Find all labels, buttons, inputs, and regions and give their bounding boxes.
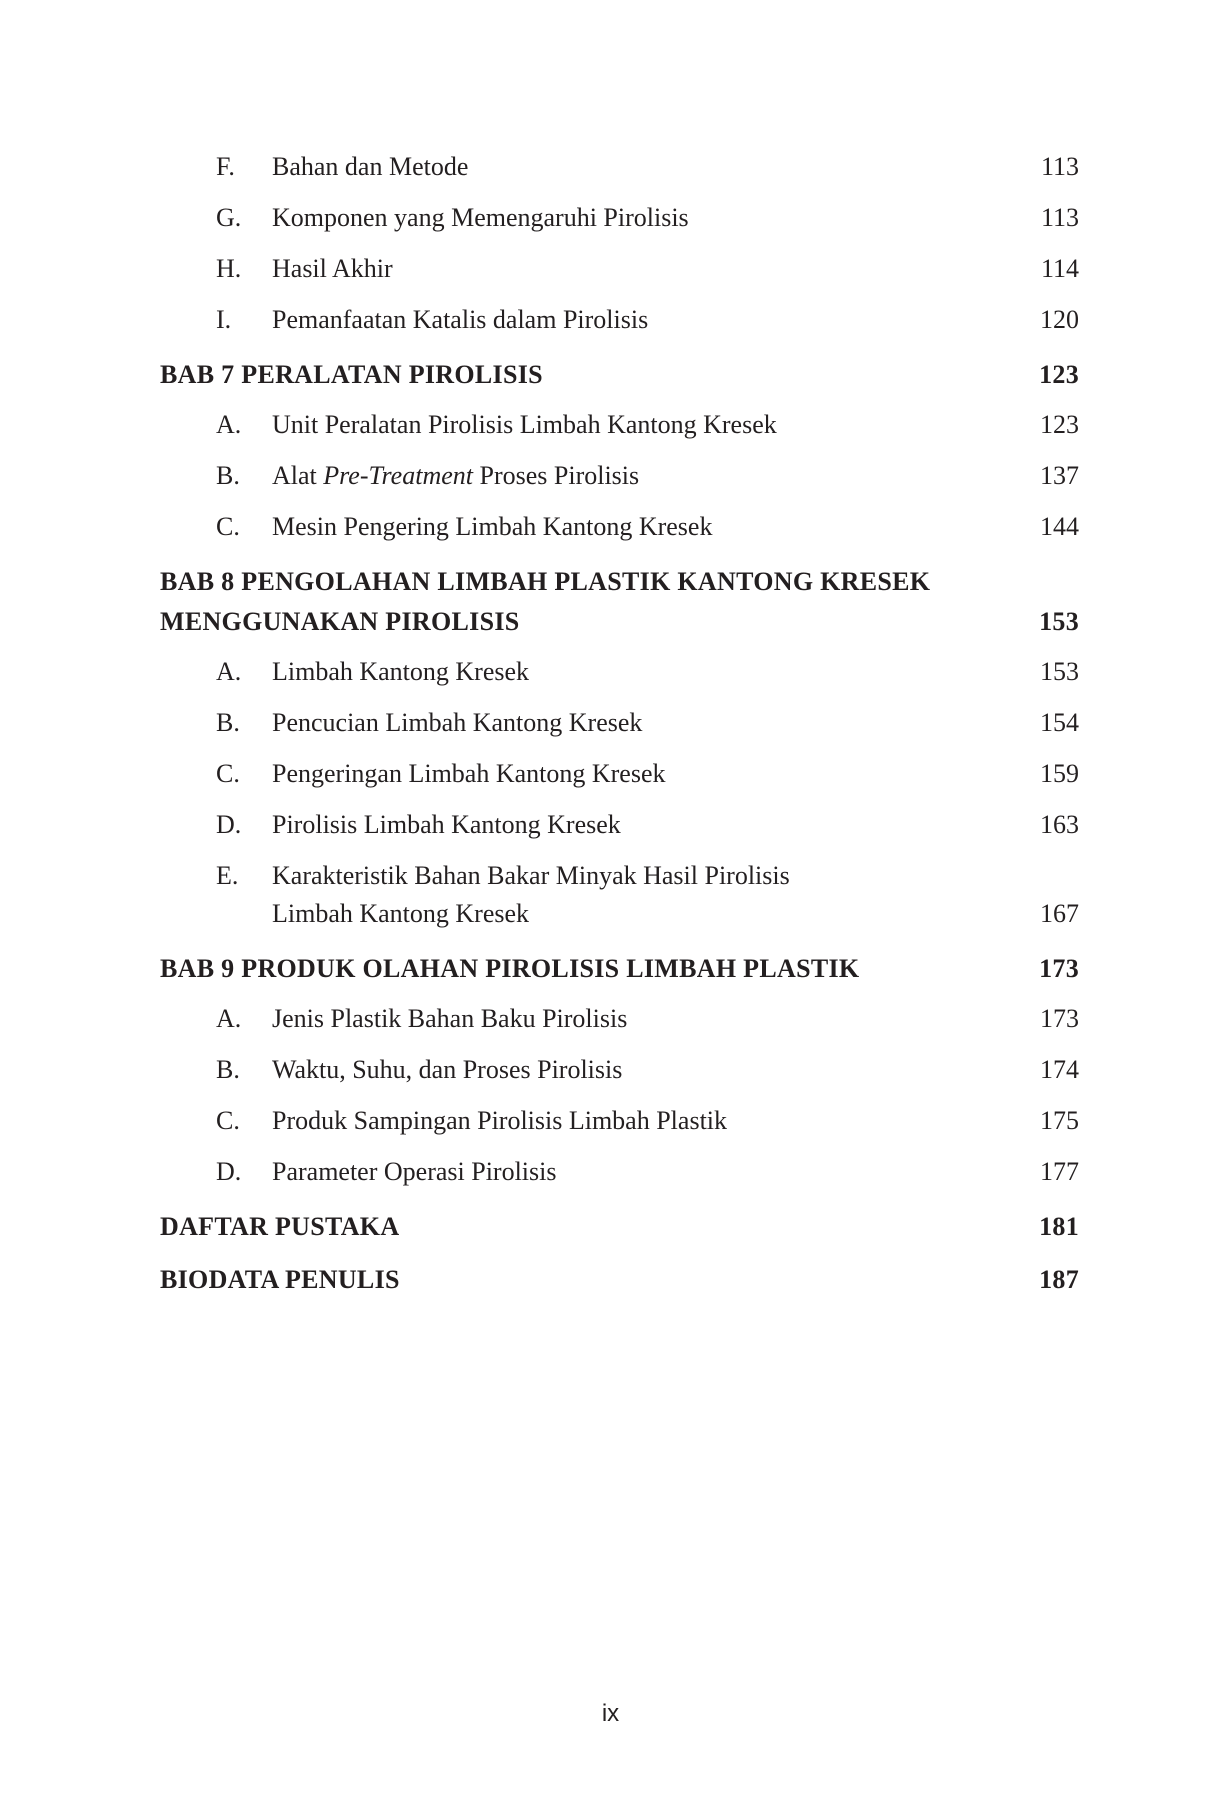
toc-entry-bab7-a <box>160 406 1079 444</box>
toc-chapter-page: 187 <box>1039 1265 1079 1294</box>
toc-entry-letter: I. <box>216 305 232 334</box>
toc-entry-page: 123 <box>1040 410 1079 439</box>
toc-entry-letter <box>160 857 272 895</box>
toc-entry-title: Pirolisis Limbah Kantong Kresek <box>272 810 621 839</box>
toc-entry-letter: D. <box>216 810 242 839</box>
toc-chapter-title-line2: MENGGUNAKAN PIROLISIS <box>160 607 520 636</box>
toc-entry-page: 144 <box>1040 512 1079 541</box>
toc-entry-i <box>160 301 1079 339</box>
toc-chapter-title: DAFTAR PUSTAKA <box>160 1212 400 1241</box>
toc-entry-bab9-c <box>160 1102 1079 1140</box>
toc-entry-page: 159 <box>1040 759 1079 788</box>
toc-entry-page: 177 <box>1040 1157 1079 1186</box>
toc-entry-title: Jenis Plastik Bahan Baku Pirolisis <box>272 1004 628 1033</box>
toc-chapter-page: 173 <box>1039 954 1079 983</box>
toc-entry-letter-text: E. <box>216 861 239 890</box>
toc-entry-title: Waktu, Suhu, dan Proses Pirolisis <box>272 1055 623 1084</box>
toc-chapter-bab7 <box>160 355 1079 395</box>
toc-entry-letter: H. <box>216 254 242 283</box>
toc-entry-h <box>160 250 1079 288</box>
toc-chapter-title: BAB 7 PERALATAN PIROLISIS <box>160 360 543 389</box>
toc-chapter-title <box>160 562 999 642</box>
toc-entry-bab8-b <box>160 704 1079 742</box>
toc-entry-bab7-b <box>160 457 1079 495</box>
toc-entry-letter: D. <box>216 1157 242 1186</box>
table-of-contents <box>160 148 1079 1300</box>
toc-chapter-title-line1: BAB 8 PENGOLAHAN LIMBAH PLASTIK KANTONG KRESEK <box>160 567 931 596</box>
toc-entry-title: Parameter Operasi Pirolisis <box>272 1157 557 1186</box>
toc-entry-letter: C. <box>216 759 240 788</box>
toc-chapter-title: BAB 9 PRODUK OLAHAN PIROLISIS LIMBAH PLASTIK <box>160 954 860 983</box>
toc-daftar-pustaka <box>160 1207 1079 1247</box>
toc-entry-title <box>272 457 999 495</box>
toc-entry-title: Unit Peralatan Pirolisis Limbah Kantong Kresek <box>272 410 777 439</box>
toc-entry-page: 174 <box>1040 1055 1079 1084</box>
toc-entry-letter: F. <box>216 152 235 181</box>
toc-biodata-penulis <box>160 1260 1079 1300</box>
toc-entry-title: Produk Sampingan Pirolisis Limbah Plastik <box>272 1106 728 1135</box>
toc-entry-title: Pencucian Limbah Kantong Kresek <box>272 708 643 737</box>
toc-entry-page: 114 <box>1040 254 1079 283</box>
toc-entry-bab8-e <box>160 857 1079 933</box>
toc-entry-page: 175 <box>1040 1106 1079 1135</box>
toc-entry-page: 163 <box>1040 810 1079 839</box>
page-number: ix <box>601 1700 620 1727</box>
toc-entry-bab9-a <box>160 1000 1079 1038</box>
toc-entry-title: Hasil Akhir <box>272 254 393 283</box>
toc-entry-title-italic: Pre-Treatment <box>323 461 473 490</box>
toc-entry-letter: C. <box>216 1106 240 1135</box>
toc-entry-bab9-b <box>160 1051 1079 1089</box>
toc-entry-letter: G. <box>216 203 242 232</box>
toc-entry-page: 173 <box>1040 1004 1079 1033</box>
toc-chapter-bab8 <box>160 562 1079 642</box>
toc-entry-page: 113 <box>1040 152 1079 181</box>
toc-entry-letter: B. <box>216 461 240 490</box>
toc-entry-bab7-c <box>160 508 1079 546</box>
toc-entry-title: Pengeringan Limbah Kantong Kresek <box>272 759 666 788</box>
toc-entry-title: Mesin Pengering Limbah Kantong Kresek <box>272 512 713 541</box>
toc-entry-letter: B. <box>216 1055 240 1084</box>
toc-entry-title-line2: Limbah Kantong Kresek <box>272 899 530 928</box>
toc-entry-title-prefix: Alat <box>272 461 324 490</box>
toc-entry-bab9-d <box>160 1153 1079 1191</box>
toc-chapter-title: BIODATA PENULIS <box>160 1265 400 1294</box>
toc-entry-page: 153 <box>1040 657 1079 686</box>
toc-entry-title-line1: Karakteristik Bahan Bakar Minyak Hasil Pirolisis <box>272 861 790 890</box>
toc-chapter-page: 123 <box>1039 360 1079 389</box>
toc-chapter-page: 153 <box>1039 607 1079 636</box>
toc-entry-letter: A. <box>216 1004 242 1033</box>
toc-chapter-bab9 <box>160 949 1079 989</box>
toc-entry-page: 137 <box>1040 461 1079 490</box>
toc-entry-page: 120 <box>1040 305 1079 334</box>
toc-entry-letter: B. <box>216 708 240 737</box>
toc-chapter-page: 181 <box>1039 1212 1079 1241</box>
toc-entry-title: Pemanfaatan Katalis dalam Pirolisis <box>272 305 649 334</box>
toc-entry-letter: A. <box>216 410 242 439</box>
toc-entry-title: Komponen yang Memengaruhi Pirolisis <box>272 203 689 232</box>
toc-entry-letter: A. <box>216 657 242 686</box>
toc-entry-title-suffix: Proses Pirolisis <box>472 461 640 490</box>
toc-entry-f <box>160 148 1079 186</box>
toc-entry-title: Limbah Kantong Kresek <box>272 657 530 686</box>
toc-entry-page: 154 <box>1040 708 1079 737</box>
toc-entry-bab8-d <box>160 806 1079 844</box>
toc-entry-title: Bahan dan Metode <box>272 152 469 181</box>
toc-entry-bab8-c <box>160 755 1079 793</box>
toc-entry-title <box>272 857 999 933</box>
toc-entry-bab8-a <box>160 653 1079 691</box>
toc-entry-page: 167 <box>1040 899 1079 928</box>
toc-entry-letter: C. <box>216 512 240 541</box>
toc-entry-g <box>160 199 1079 237</box>
toc-entry-page: 113 <box>1040 203 1079 232</box>
